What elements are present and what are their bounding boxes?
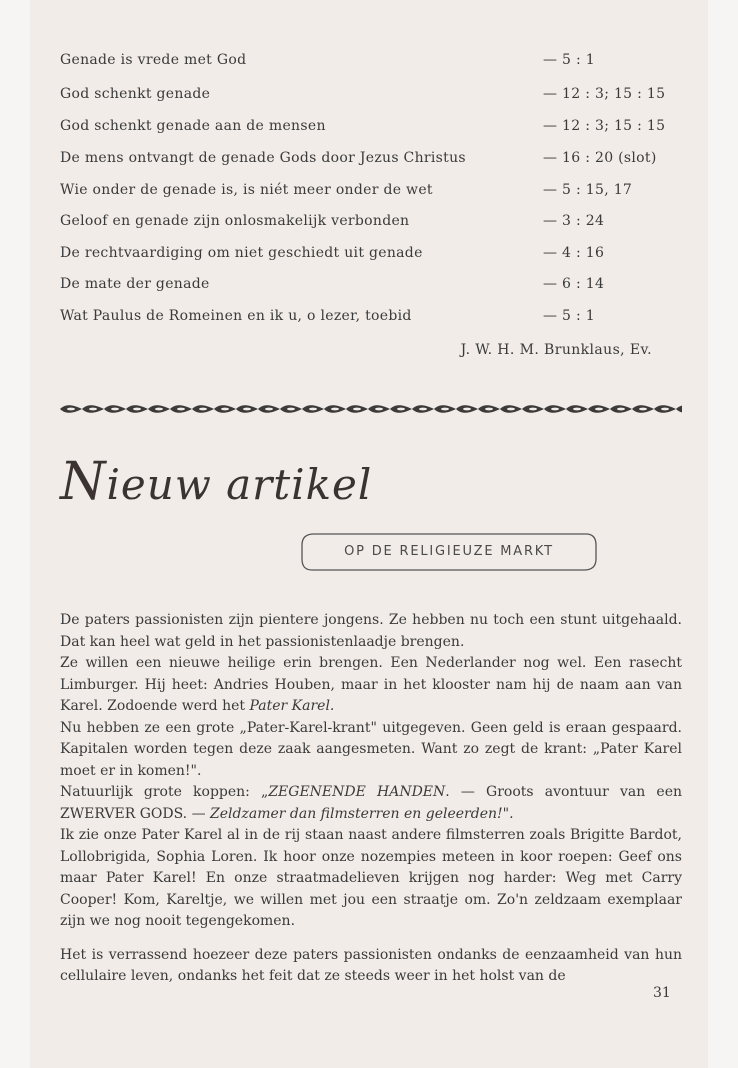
- heading-text: ieuw artikel: [106, 460, 373, 509]
- emphasis-text: Zeldzamer dan filmsterren en geleerden!".: [210, 805, 514, 822]
- index-title: Wat Paulus de Romeinen en ik u, o lezer, toebid: [60, 308, 412, 324]
- index-title: De rechtvaardiging om niet geschiedt uit genade: [60, 245, 423, 261]
- subtitle-banner: [300, 531, 598, 573]
- index-reference: — 16 : 20 (slot): [543, 150, 657, 166]
- index-title: De mens ontvangt de genade Gods door Jezus Christus: [60, 150, 466, 166]
- section-heading: [60, 452, 372, 512]
- index-title: De mate der genade: [60, 276, 210, 292]
- article-paragraph: Het is verrassend hoezeer deze paters passionisten ondanks de eenzaamheid van hun cellulaire leven, ondanks het feit dat ze steeds weer in het holst van de: [60, 946, 682, 984]
- page: [30, 0, 708, 1068]
- index-reference: — 4 : 16: [543, 245, 605, 261]
- article-paragraph: Nu hebben ze een grote „Pater-Karel-krant" uitgegeven. Geen geld is eraan gespaard. Kapitalen worden tegen deze zaak aangesmeten. Want zo zegt de krant: „Pater Karel moet er in komen!".: [60, 719, 682, 779]
- article-paragraph: Ik zie onze Pater Karel al in de rij staan naast andere filmsterren zoals Brigitte Bardot, Lollobrigida, Sophia Loren. Ik hoor onze nozempies meteen in koor roepen: Geef ons maar Pater Karel! En onze straatmadelieven krijgen nog harder: Weg met Carry Cooper! Kom, Kareltje, we willen met jou een straatje om. Zo'n zeldzaam exemplaar zijn we nog nooit tegengekomen.: [60, 827, 682, 929]
- article-paragraph: [60, 782, 682, 825]
- article-body: [60, 610, 682, 988]
- author-signature: J. W. H. M. Brunklaus, Ev.: [460, 342, 652, 358]
- index-reference: — 5 : 1: [543, 52, 595, 68]
- index-reference: — 5 : 15, 17: [543, 182, 633, 198]
- index-reference: — 12 : 3; 15 : 15: [543, 86, 666, 102]
- page-number: 31: [653, 985, 671, 1001]
- paragraph-text: Natuurlijk grote koppen: „: [60, 784, 269, 800]
- paragraph-text: Ze willen een nieuwe heilige erin brengen. Een Nederlander nog wel. Een rasecht Limburger. Hij heet: Andries Houben, maar in het klooster nam hij de naam aan van Karel. Zodoende werd het: [60, 655, 682, 714]
- emphasis-text: ZEGENENDE HANDEN: [268, 784, 446, 800]
- index-reference: — 3 : 24: [543, 213, 605, 229]
- article-paragraph: De paters passionisten zijn pientere jongens. Ze hebben nu toch een stunt uitgehaald. Dat kan heel wat geld in het passionistenlaadje brengen.: [60, 612, 682, 650]
- article-paragraph: [60, 653, 682, 718]
- index-title: God schenkt genade aan de mensen: [60, 118, 326, 134]
- index-reference: — 5 : 1: [543, 308, 595, 324]
- paragraph-text: . — Groots avontuur van een ZWERVER GODS. —: [60, 784, 682, 822]
- heading-initial: N: [60, 452, 107, 512]
- index-title: Genade is vrede met God: [60, 52, 247, 68]
- subtitle-text: OP DE RELIGIEUZE MARKT: [344, 544, 554, 559]
- emphasis-text: Pater Karel.: [249, 698, 335, 714]
- index-title: Wie onder de genade is, is niét meer onder de wet: [60, 182, 433, 198]
- index-reference: — 12 : 3; 15 : 15: [543, 118, 666, 134]
- index-title: Geloof en genade zijn onlosmakelijk verbonden: [60, 213, 410, 229]
- ornamental-divider: [60, 402, 682, 416]
- index-title: God schenkt genade: [60, 86, 211, 102]
- index-reference: — 6 : 14: [543, 276, 605, 292]
